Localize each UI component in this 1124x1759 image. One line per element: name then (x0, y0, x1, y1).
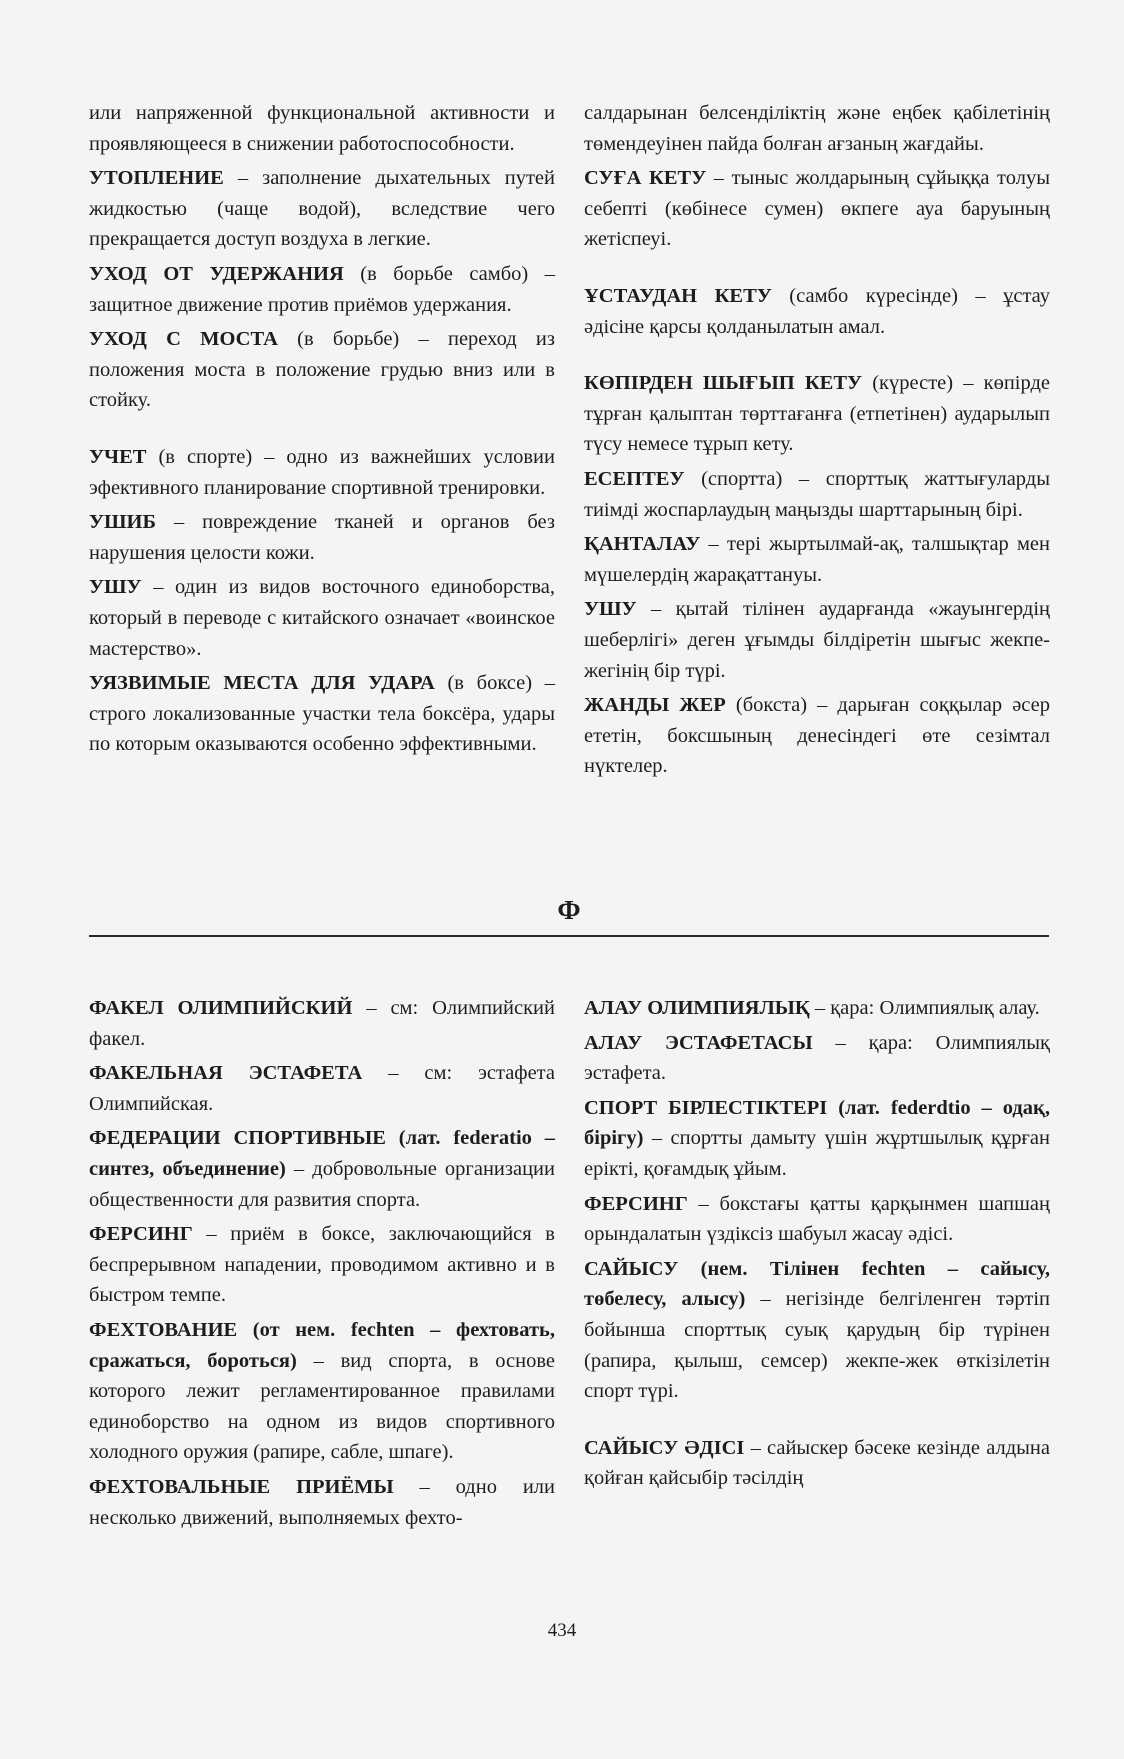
entry-definition: – тері жыртылмай-ақ, талшықтар мен мүшелердің жарақаттануы. (584, 533, 1050, 586)
entry-term: ҚАНТАЛАУ (584, 533, 701, 556)
entry-term: ҰСТАУДАН КЕТУ (584, 284, 772, 307)
dictionary-entry (584, 690, 1050, 782)
page-number: 434 (547, 1620, 577, 1641)
entry-definition: – тыныс жолдарының сұйыққа толуы себепті (көбінесе сумен) өкпеге ауа баруының жетіспеуі. (584, 167, 1050, 251)
dictionary-entry (89, 1058, 555, 1119)
dictionary-entry (584, 1189, 1050, 1250)
entry-definition: – қара: Олимпиялық эстафета. (584, 1031, 1050, 1085)
dictionary-entry (584, 1254, 1050, 1407)
entry-definition: – бокстағы қатты қарқынмен шапшаң орындалатын үздіксіз шабуыл жасау әдісі. (584, 1192, 1050, 1246)
entry-term: ФАКЕЛ ОЛИМПИЙСКИЙ (89, 997, 353, 1019)
entry-definition: – см: Олимпийский факел. (89, 997, 555, 1050)
entry-term: ФЕХТОВАЛЬНЫЕ ПРИЁМЫ (89, 1475, 394, 1498)
dictionary-entry (89, 1219, 555, 1311)
dictionary-entry (89, 1472, 555, 1533)
dictionary-entry (89, 442, 555, 503)
entry-term: УШУ (584, 598, 637, 621)
dictionary-entry (89, 668, 555, 760)
entry-term: АЛАУ ОЛИМПИЯЛЫҚ (584, 997, 810, 1019)
entry-definition: (спортта) – спорттық жаттығуларды тиімді жоспарлаудың маңызды шарттарының бірі. (584, 467, 1050, 521)
entry-definition: (в спорте) – одно из важнейших условии эфективного планирование спортивной тренировки. (89, 445, 555, 499)
dictionary-entry (89, 324, 555, 416)
entry-term: УХОД ОТ УДЕРЖАНИЯ (89, 262, 344, 285)
entry-definition: – қытай тілінен аударғанда «жауынгердің шеберлігі» деген ұғымды білдіретін шығыс жекпе-жегінің бір түрі. (584, 598, 1050, 682)
entry-definition: (в борьбе самбо) – защитное движение против приёмов удержания. (89, 262, 555, 316)
entry-term: ФЕРСИНГ (89, 1223, 193, 1246)
dictionary-entry (89, 259, 555, 320)
entry-term: САЙЫСУ (нем. Тілінен fechten – сайысу, төбелесу, алысу) (584, 1257, 1050, 1311)
entry-term: УХОД С МОСТА (89, 328, 278, 351)
entry-definition: – приём в боксе, заключающийся в беспрерывном нападении, проводимом активно и в быстром темпе. (89, 1223, 555, 1307)
entry-definition: – добровольные организации общественности для развития спорта. (89, 1157, 555, 1211)
section-divider (89, 895, 1049, 945)
entry-term: ЖАНДЫ ЖЕР (584, 694, 726, 717)
right-column-bottom (584, 993, 1050, 1498)
left-column-top (89, 98, 555, 764)
dictionary-entry (89, 507, 555, 568)
entry-term: УШУ (89, 576, 142, 599)
dictionary-entry: или напряженной функциональной активности и проявляющееся в снижении работоспособности. (89, 102, 555, 155)
dictionary-entry (89, 1315, 555, 1468)
entry-term: ФАКЕЛЬНАЯ ЭСТАФЕТА (89, 1062, 363, 1085)
dictionary-entry (584, 464, 1050, 525)
dictionary-entry (584, 993, 1050, 1024)
entry-definition: – одно или несколько движений, выполняемых фехто- (89, 1475, 555, 1529)
entry-term: АЛАУ ЭСТАФЕТАСЫ (584, 1031, 813, 1054)
entry-term: УЧЕТ (89, 445, 147, 468)
dictionary-entry (89, 572, 555, 664)
entry-definition: (самбо күресінде) – ұстау әдісіне қарсы қолданылатын амал. (584, 284, 1050, 338)
entry-definition: – негізінде белгіленген тәртіп бойынша спорттық суық қарудың бір түрінен (рапира, қылыш, семсер) жекпе-жек өткізілетін спорт түрі. (584, 1288, 1050, 1403)
dictionary-entry (584, 1028, 1050, 1089)
entry-term: САЙЫСУ ӘДІСІ (584, 1436, 745, 1459)
entry-term: УЯЗВИМЫЕ МЕСТА ДЛЯ УДАРА (89, 672, 435, 695)
section-letter: Ф (557, 895, 581, 925)
entry-definition: – заполнение дыхательных путей жидкостью (чаще водой), вследствие чего прекращается доступ воздуха в легкие. (89, 167, 555, 251)
entry-term: КӨПІРДЕН ШЫҒЫП КЕТУ (584, 372, 863, 395)
dictionary-entry (584, 594, 1050, 686)
entry-term: ФЕРСИНГ (584, 1192, 688, 1215)
entry-definition: (в борьбе) – переход из положения моста в положение грудью вниз или в стойку. (89, 328, 555, 412)
dictionary-entry (584, 368, 1050, 460)
entry-definition: – вид спорта, в основе которого лежит регламентированное правилами единоборство на одном из видов спортивного холодного оружия (рапире, сабле, шпаге). (89, 1349, 555, 1464)
entry-definition: – спортты дамыту үшін жұртшылық құрған ерікті, қоғамдық ұйым. (584, 1127, 1050, 1180)
entry-term: ФЕДЕРАЦИИ СПОРТИВНЫЕ (лат. federatio – синтез, объединение) (89, 1127, 555, 1180)
dictionary-entry (89, 1123, 555, 1215)
dictionary-entry (584, 529, 1050, 590)
right-column-top (584, 98, 1050, 786)
entry-definition: – повреждение тканей и органов без нарушения целости кожи. (89, 511, 555, 564)
entry-definition: – қара: Олимпиялық алау. (809, 997, 1040, 1019)
entry-term: СУҒА КЕТУ (584, 167, 707, 190)
dictionary-entry (584, 1433, 1050, 1494)
entry-term: УШИБ (89, 511, 157, 534)
entry-definition: – один из видов восточного единоборства, который в переводе с китайского означает «воинское мастерство». (89, 576, 555, 660)
entry-term: ФЕХТОВАНИЕ (от нем. fechten – фехтовать, сражаться, бороться) (89, 1318, 555, 1372)
dictionary-entry (89, 993, 555, 1054)
entry-term: СПОРТ БІРЛЕСТІКТЕРІ (лат. federdtio – одақ, бірігу) (584, 1096, 1050, 1150)
dictionary-entry (584, 163, 1050, 255)
entry-definition: (күресте) – көпірде тұрған қалыптан төрттағанға (етпетінен) аударылып түсу немесе тұрып кету. (584, 372, 1050, 456)
entry-definition: (в боксе) – строго локализованные участки тела боксёра, удары по которым оказываются особенно эффективными. (89, 672, 555, 756)
dictionary-entry (89, 163, 555, 255)
entry-definition: – см: эстафета Олимпийская. (89, 1062, 555, 1115)
dictionary-entry: салдарынан белсенділіктің және еңбек қабілетінің төмендеуінен пайда болған ағзаның жағдайы. (584, 102, 1050, 155)
divider-rule (89, 935, 1049, 937)
entry-definition: – сайыскер бәсеке кезінде алдына қойған қайсыбір тәсілдің (584, 1436, 1050, 1490)
entry-term: УТОПЛЕНИЕ (89, 167, 224, 190)
left-column-bottom (89, 993, 555, 1537)
entry-term: ЕСЕПТЕУ (584, 467, 685, 490)
entry-definition: (бокста) – дарыған соққылар әсер ететін, боксшының денесіндегі өте сезімтал нүктелер. (584, 694, 1051, 778)
dictionary-entry (584, 281, 1050, 342)
dictionary-entry (584, 1093, 1050, 1185)
